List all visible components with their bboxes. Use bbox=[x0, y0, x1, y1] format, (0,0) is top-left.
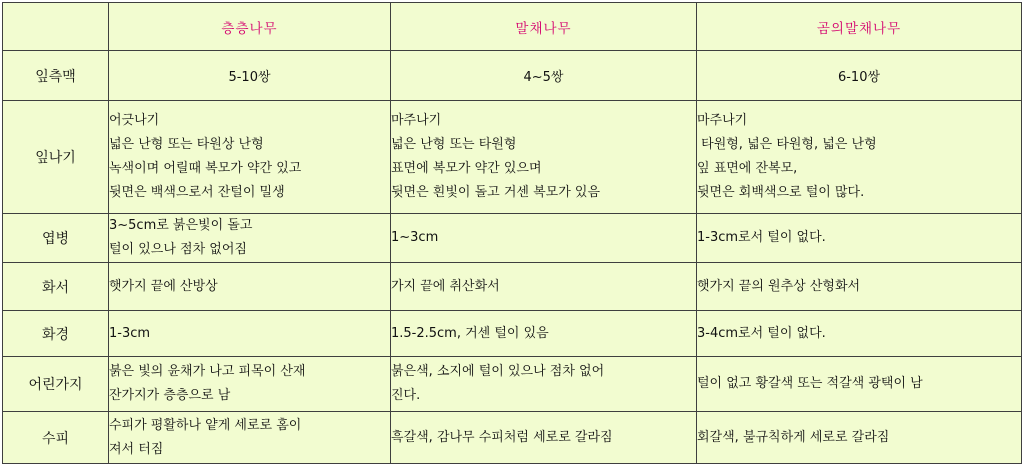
row-label: 잎나기 bbox=[3, 101, 109, 214]
table-cell bbox=[697, 214, 1022, 263]
cell-line: 3~5cm로 붉은빛이 돌고 bbox=[109, 218, 253, 233]
table-row bbox=[3, 101, 1022, 214]
table-row bbox=[3, 51, 1022, 101]
column-header: 층층나무 bbox=[109, 3, 391, 51]
table-cell bbox=[109, 263, 391, 311]
table-cell bbox=[391, 412, 697, 464]
cell-line: 넓은 난형 또는 타원형 bbox=[391, 137, 517, 152]
cell-line: 잔가지가 층층으로 남 bbox=[109, 388, 231, 403]
table-cell bbox=[109, 101, 391, 214]
row-label: 엽병 bbox=[3, 214, 109, 263]
table-row bbox=[3, 412, 1022, 464]
cell-line: 6-10쌍 bbox=[837, 70, 881, 85]
table-cell bbox=[109, 311, 391, 357]
row-label: 화서 bbox=[3, 263, 109, 311]
cell-line: 뒷면은 백색으로서 잔털이 밀생 bbox=[109, 185, 285, 200]
row-label: 어린가지 bbox=[3, 357, 109, 412]
column-header: 말채나무 bbox=[391, 3, 697, 51]
row-label: 잎측맥 bbox=[3, 51, 109, 101]
table-cell bbox=[109, 357, 391, 412]
cell-line: 햇가지 끝의 원추상 산형화서 bbox=[697, 278, 861, 294]
cell-line: 뒷면은 회백색으로 털이 많다. bbox=[697, 185, 865, 200]
table-cell bbox=[109, 214, 391, 263]
table-cell bbox=[697, 263, 1022, 311]
cell-line: 털이 있으나 점차 없어짐 bbox=[109, 242, 247, 257]
cell-line: 털이 없고 황갈색 또는 적갈색 광택이 남 bbox=[697, 376, 923, 391]
table-cell bbox=[109, 412, 391, 464]
table-cell bbox=[391, 311, 697, 357]
table-cell bbox=[109, 51, 391, 101]
cell-line: 회갈색, 불규칙하게 세로로 갈라짐 bbox=[697, 429, 890, 445]
cell-line: 1~3cm bbox=[391, 230, 439, 245]
table-cell bbox=[697, 412, 1022, 464]
table-cell bbox=[697, 101, 1022, 214]
row-label: 수피 bbox=[3, 412, 109, 464]
cell-line: 1-3cm로서 털이 없다. bbox=[697, 230, 826, 245]
column-header: 곰의말채나무 bbox=[697, 3, 1022, 51]
table-row bbox=[3, 357, 1022, 412]
table-cell bbox=[391, 357, 697, 412]
table-row bbox=[3, 311, 1022, 357]
cell-line: 흑갈색, 감나무 수피처럼 세로로 갈라짐 bbox=[391, 429, 613, 445]
cell-line: 1-3cm bbox=[109, 325, 151, 341]
comparison-table bbox=[2, 2, 1022, 464]
cell-line: 3-4cm로서 털이 없다. bbox=[697, 325, 826, 341]
table-cell bbox=[391, 263, 697, 311]
row-label: 화경 bbox=[3, 311, 109, 357]
table-cell bbox=[391, 51, 697, 101]
cell-line: 붉은색, 소지에 털이 있으나 점차 없어 bbox=[391, 364, 605, 379]
cell-line: 붉은 빛의 윤채가 나고 피목이 산재 bbox=[109, 364, 306, 379]
cell-line: 녹색이며 어릴때 복모가 약간 있고 bbox=[109, 161, 302, 176]
cell-line: 햇가지 끝에 산방상 bbox=[109, 278, 218, 294]
table-row bbox=[3, 263, 1022, 311]
cell-line: 져서 터짐 bbox=[109, 441, 164, 457]
cell-line: 표면에 복모가 약간 있으며 bbox=[391, 161, 542, 176]
table-cell bbox=[391, 214, 697, 263]
cell-line: 타원형, 넓은 타원형, 넓은 난형 bbox=[697, 137, 877, 152]
header-row bbox=[3, 3, 1022, 51]
cell-line: 5-10쌍 bbox=[228, 70, 271, 85]
cell-line: 진다. bbox=[391, 388, 421, 403]
cell-line: 어긋나기 bbox=[109, 113, 160, 128]
cell-line: 넓은 난형 또는 타원상 난형 bbox=[109, 137, 264, 152]
cell-line: 마주나기 bbox=[697, 113, 748, 128]
corner-cell bbox=[3, 3, 109, 51]
cell-line: 잎 표면에 잔복모, bbox=[697, 161, 798, 176]
table-row bbox=[3, 214, 1022, 263]
cell-line: 수피가 평활하나 얕게 세로로 홈이 bbox=[109, 417, 302, 433]
cell-line: 마주나기 bbox=[391, 113, 442, 128]
table-cell bbox=[697, 51, 1022, 101]
table-cell bbox=[697, 357, 1022, 412]
cell-line: 1.5-2.5cm, 거센 털이 있음 bbox=[391, 325, 549, 341]
table-cell bbox=[697, 311, 1022, 357]
cell-line: 가지 끝에 취산화서 bbox=[391, 278, 500, 294]
cell-line: 4~5쌍 bbox=[523, 70, 564, 85]
table-cell bbox=[391, 101, 697, 214]
cell-line: 뒷면은 흰빛이 돌고 거센 복모가 있음 bbox=[391, 185, 601, 200]
